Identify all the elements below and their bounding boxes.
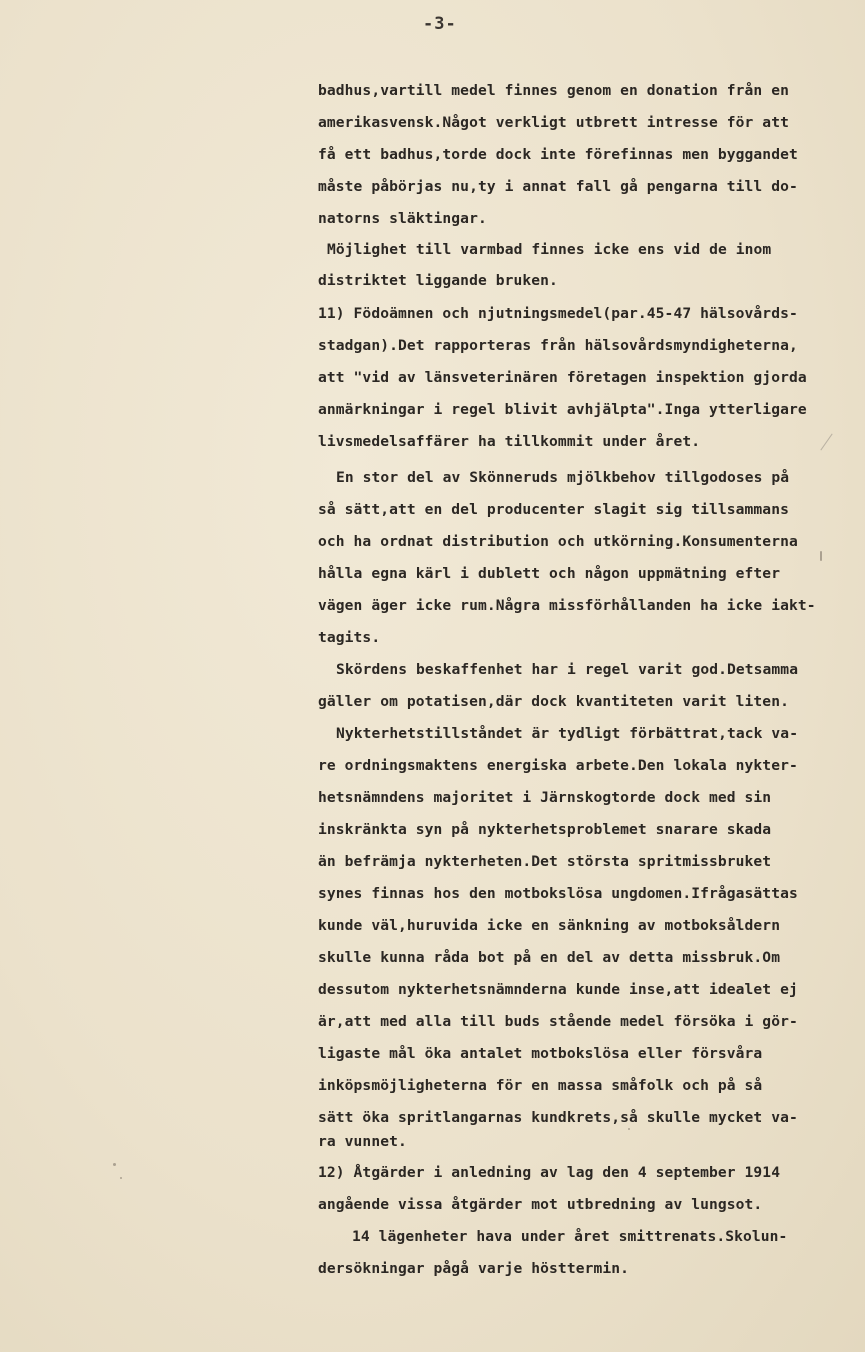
text-line: och ha ordnat distribution och utkörning.Konsumenterna — [318, 533, 798, 550]
text-line: skulle kunna råda bot på en del av detta missbruk.Om — [318, 949, 781, 966]
text-line: stadgan).Det rapporteras från hälsovårdsmyndigheterna, — [318, 337, 798, 354]
text-line: gäller om potatisen,där dock kvantiteten varit liten. — [318, 693, 789, 710]
text-line: natorns släktingar. — [318, 210, 487, 227]
text-line: re ordningsmaktens energiska arbete.Den lokala nykter- — [318, 757, 798, 774]
text-line: ligaste mål öka antalet motbokslösa eller försvåra — [318, 1045, 763, 1062]
text-line: amerikasvensk.Något verkligt utbrett intresse för att — [318, 114, 789, 131]
text-line: ra vunnet. — [318, 1133, 407, 1150]
text-line: synes finnas hos den motbokslösa ungdomen.Ifrågasättas — [318, 885, 798, 902]
text-line: distriktet liggande bruken. — [318, 272, 558, 289]
text-line: dersökningar pågå varje hösttermin. — [318, 1260, 630, 1277]
text-line: hålla egna kärl i dublett och någon uppmätning efter — [318, 565, 781, 582]
text-line: badhus,vartill medel finnes genom en donation från en — [318, 82, 789, 99]
text-line: hetsnämndens majoritet i Järnskogtorde dock med sin — [318, 789, 772, 806]
text-line: kunde väl,huruvida icke en sänkning av motboksåldern — [318, 917, 781, 934]
paper-speck — [120, 1177, 122, 1179]
text-line: dessutom nykterhetsnämnderna kunde inse,att idealet ej — [318, 981, 798, 998]
text-line: Nykterhetstillståndet är tydligt förbättrat,tack va- — [336, 725, 799, 742]
paper-speck — [113, 1163, 116, 1166]
text-line: sätt öka spritlangarnas kundkrets,så skulle mycket va- — [318, 1109, 798, 1126]
text-line: Skördens beskaffenhet har i regel varit god.Detsamma — [336, 661, 799, 678]
text-line: anmärkningar i regel blivit avhjälpta".Inga ytterligare — [318, 401, 807, 418]
paper-speck — [820, 551, 822, 561]
text-line: inköpsmöjligheterna för en massa småfolk och på så — [318, 1077, 763, 1094]
text-line: är,att med alla till buds stående medel försöka i gör- — [318, 1013, 798, 1030]
text-line: så sätt,att en del producenter slagit sig tillsammans — [318, 501, 789, 518]
text-line: än befrämja nykterheten.Det största spritmissbruket — [318, 853, 772, 870]
text-line: 11) Födoämnen och njutningsmedel(par.45-47 hälsovårds- — [318, 305, 798, 322]
text-line: att "vid av länsveterinären företagen inspektion gjorda — [318, 369, 807, 386]
text-line: Möjlighet till varmbad finnes icke ens vid de inom — [327, 241, 772, 258]
paper-speck — [628, 1128, 630, 1130]
text-line: inskränkta syn på nykterhetsproblemet snarare skada — [318, 821, 772, 838]
text-line: En stor del av Skönneruds mjölkbehov tillgodoses på — [336, 469, 790, 486]
pencil-mark — [820, 434, 832, 451]
page-number: -3- — [423, 14, 457, 34]
text-line: måste påbörjas nu,ty i annat fall gå pengarna till do- — [318, 178, 798, 195]
text-line: 12) Åtgärder i anledning av lag den 4 september 1914 — [318, 1164, 781, 1181]
text-line: livsmedelsaffärer ha tillkommit under året. — [318, 433, 701, 450]
text-line: vägen äger icke rum.Några missförhållanden ha icke iakt- — [318, 597, 816, 614]
text-line: angående vissa åtgärder mot utbredning av lungsot. — [318, 1196, 763, 1213]
text-line: få ett badhus,torde dock inte förefinnas men byggandet — [318, 146, 798, 163]
text-line: tagits. — [318, 629, 381, 646]
text-line: 14 lägenheter hava under året smittrenats.Skolun- — [352, 1228, 788, 1245]
